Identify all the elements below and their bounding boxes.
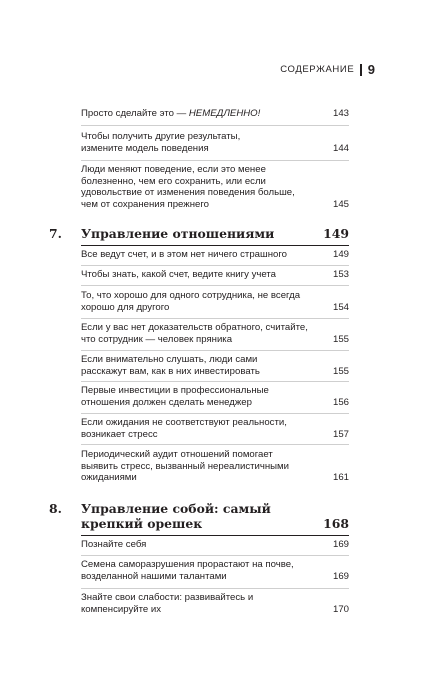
chapter-page: 168 (323, 516, 349, 531)
entry-divider (81, 318, 349, 319)
entry-divider (81, 444, 349, 445)
toc-entry-page: 169 (332, 570, 349, 582)
chapter-heading[interactable] (49, 226, 349, 241)
chapter-page: 149 (323, 226, 349, 241)
toc-entry-page: 154 (332, 301, 349, 313)
toc-entry[interactable] (81, 131, 349, 154)
chapter-divider (81, 245, 349, 246)
chapter-number: 8. (49, 501, 62, 516)
toc-entry-page: 157 (332, 428, 349, 440)
toc-entry[interactable] (81, 269, 349, 281)
toc-entry[interactable] (81, 249, 349, 261)
entry-divider (81, 588, 349, 589)
toc-entry[interactable] (81, 592, 349, 615)
toc-entry-title: Периодический аудит отношений помогает выявить стресс, вызванный нереалистичными ожиданиями (81, 449, 290, 484)
toc-entry-title: Первые инвестиции в профессиональные отношения должен сделать менеджер (81, 385, 269, 408)
toc-entry-page: 169 (332, 539, 349, 550)
toc-entry-page: 143 (332, 108, 349, 119)
toc-entry-title: Семена саморазрушения прорастают на почве, возделанной нашими талантами (81, 559, 294, 582)
entry-divider (81, 413, 349, 414)
chapter-divider (81, 535, 349, 536)
entry-divider (81, 555, 349, 556)
toc-entry-title: Если внимательно слушать, люди сами расскажут вам, как в них инвестировать (81, 354, 260, 377)
toc-entry-page: 149 (332, 249, 349, 260)
page-number: 9 (367, 62, 375, 77)
toc-entry-page: 144 (332, 142, 349, 154)
chapter-title: Управление отношениями (81, 226, 275, 241)
toc-entry-title: Если у вас нет доказательств обратного, считайте, что сотрудник — человек пряника (81, 322, 308, 345)
entry-divider (81, 265, 349, 266)
toc-entry-title: Чтобы получить другие результаты, измените модель поведения (81, 131, 241, 154)
toc-entry-title: То, что хорошо для одного сотрудника, не всегда хорошо для другого (81, 290, 301, 313)
toc-entry-page: 153 (332, 269, 349, 280)
entry-divider (81, 350, 349, 351)
toc-entry-title: Знайте свои слабости: развивайтесь и компенсируйте их (81, 592, 254, 615)
running-header-section: СОДЕРЖАНИЕ (280, 64, 355, 75)
toc-entry[interactable] (81, 539, 349, 551)
toc-entry-page: 170 (332, 603, 349, 615)
toc-entry-title: Люди меняют поведение, если это менее болезненно, чем его сохранить, или если удовольствие от изменения поведения больше, чем от сохранения прежнего (81, 164, 295, 210)
toc-entry-page: 156 (332, 396, 349, 408)
toc-entry-page: 161 (332, 472, 349, 484)
chapter-number: 7. (49, 226, 62, 241)
toc-entry[interactable] (81, 164, 349, 210)
toc-entry-page: 145 (332, 198, 349, 210)
toc-entry[interactable] (81, 354, 349, 377)
entry-divider (81, 160, 349, 161)
toc-entry[interactable] (81, 322, 349, 345)
chapter-title: Управление собой: самый крепкий орешек (81, 501, 271, 531)
toc-entry[interactable] (81, 417, 349, 440)
running-header (280, 62, 375, 77)
toc-entry[interactable] (81, 449, 349, 484)
toc-entry-page: 155 (332, 365, 349, 377)
toc-entry[interactable] (81, 290, 349, 313)
entry-divider (81, 285, 349, 286)
toc-entry-emphasis: НЕМЕДЛЕННО! (188, 108, 261, 119)
toc-entry-title: Все ведут счет, и в этом нет ничего страшного (81, 249, 287, 260)
toc-entry-title: Если ожидания не соответствуют реальности, возникает стресс (81, 417, 287, 440)
toc-entry-title: Просто сделайте это — НЕМЕДЛЕННО! (81, 108, 261, 119)
entry-divider (81, 125, 349, 126)
toc-entry-title: Познайте себя (81, 539, 147, 550)
chapter-heading[interactable] (49, 501, 349, 531)
toc-entry-title: Чтобы знать, какой счет, ведите книгу учета (81, 269, 276, 280)
entry-divider (81, 381, 349, 382)
header-divider (360, 64, 362, 76)
toc-entry[interactable] (81, 385, 349, 408)
toc-entry-page: 155 (332, 333, 349, 345)
toc-entry[interactable] (81, 108, 349, 120)
toc-entry[interactable] (81, 559, 349, 582)
